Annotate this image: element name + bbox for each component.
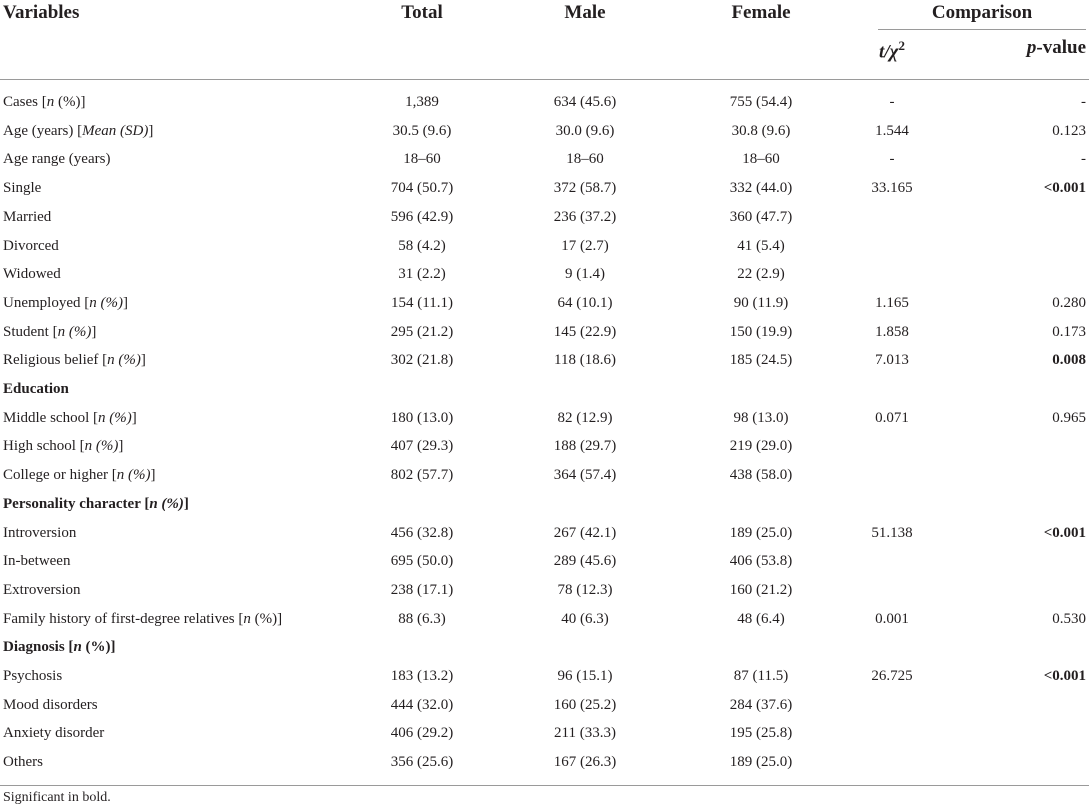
pvalue-cell: <0.001: [1043, 524, 1086, 541]
stat-cell: 0.001: [875, 610, 909, 627]
header-female: Female: [731, 2, 791, 23]
pvalue-cell: 0.173: [1052, 323, 1086, 340]
header-variables: Variables: [3, 2, 80, 23]
row-label-italic: n (%): [89, 294, 123, 311]
female-cell: 150 (19.9): [729, 323, 793, 340]
row-label-text: Others: [3, 754, 43, 771]
table-row: [0, 149, 1089, 178]
row-label-text: Middle school [: [3, 409, 98, 426]
table-row: [0, 465, 1089, 494]
stat-cell: 0.071: [875, 409, 909, 426]
row-label-text: Married: [3, 208, 52, 225]
row-label: [3, 236, 59, 256]
total-cell: 88 (6.3): [398, 610, 446, 627]
row-label-text: Single: [3, 180, 42, 197]
total-cell: 18–60: [403, 151, 441, 168]
stat-cell: -: [889, 151, 895, 168]
female-cell: 219 (29.0): [729, 438, 793, 455]
stat-cell: 51.138: [871, 524, 913, 541]
female-cell: 755 (54.4): [729, 94, 793, 110]
bottom-rule: [0, 785, 1089, 786]
female-cell: 189 (25.0): [729, 524, 793, 541]
total-cell: 596 (42.9): [390, 208, 454, 225]
row-label-end: ]: [91, 323, 97, 340]
header-stat-superscript: 2: [898, 38, 905, 53]
female-cell: 360 (47.7): [729, 208, 793, 225]
stat-cell: 26.725: [871, 668, 913, 684]
female-cell: 438 (58.0): [729, 467, 793, 484]
footnote: Significant in bold.: [3, 790, 111, 805]
table-row: [0, 609, 1089, 638]
row-label-italic: n (%): [98, 409, 132, 426]
female-cell: 98 (13.0): [733, 409, 789, 426]
row-label-text: Introversion: [3, 524, 77, 541]
female-cell: 48 (6.4): [737, 610, 785, 627]
female-cell: 22 (2.9): [737, 266, 785, 283]
male-cell: 372 (58.7): [553, 180, 617, 197]
table-row: [0, 264, 1089, 293]
row-label-text: Age (years) [: [3, 122, 83, 139]
header-pvalue-p: p: [1026, 37, 1037, 58]
row-label-italic: n (%): [107, 352, 141, 369]
header-stat: [846, 34, 938, 64]
total-cell: 180 (13.0): [390, 409, 454, 426]
female-cell: 41 (5.4): [737, 237, 785, 254]
header-stat-symbol: t/χ: [879, 41, 899, 63]
total-cell: 356 (25.6): [390, 754, 454, 771]
total-cell: 695 (50.0): [390, 553, 454, 570]
total-cell: 302 (21.8): [390, 352, 454, 369]
stat-cell: -: [889, 94, 895, 110]
pvalue-cell: 0.008: [1052, 352, 1086, 369]
row-label-end: ]: [140, 352, 146, 369]
table-row: [0, 551, 1089, 580]
male-cell: 634 (45.6): [553, 94, 617, 110]
female-cell: 284 (37.6): [729, 696, 793, 713]
table-row: [0, 322, 1089, 351]
row-label: [3, 637, 116, 657]
table-row: [0, 121, 1089, 150]
row-label: [3, 379, 69, 399]
table-row: [0, 379, 1089, 408]
table-row: [0, 523, 1089, 552]
stat-cell: 1.544: [875, 122, 909, 139]
total-cell: 31 (2.2): [398, 266, 446, 283]
male-cell: 236 (37.2): [553, 208, 617, 225]
row-label: [3, 494, 189, 514]
row-label: [3, 436, 123, 456]
male-cell: 78 (12.3): [557, 581, 613, 598]
row-label-text: Unemployed [: [3, 294, 90, 311]
row-label: [3, 465, 155, 485]
pvalue-cell: <0.001: [1043, 180, 1086, 197]
female-cell: 189 (25.0): [729, 754, 793, 771]
row-label: [3, 695, 98, 715]
total-cell: 295 (21.2): [390, 323, 454, 340]
row-label-text: Cases [: [3, 94, 47, 110]
row-label: [3, 322, 96, 342]
row-label-text: Divorced: [3, 237, 59, 254]
row-label: [3, 752, 43, 772]
male-cell: 30.0 (9.6): [555, 122, 615, 139]
row-label-end: ]: [150, 467, 156, 484]
table-row: [0, 580, 1089, 609]
female-cell: 87 (11.5): [733, 668, 789, 684]
row-label-end: ]: [183, 495, 189, 512]
male-cell: 82 (12.9): [557, 409, 613, 426]
male-cell: 167 (26.3): [553, 754, 617, 771]
stat-cell: 1.165: [875, 294, 909, 311]
row-label-end: (%)]: [81, 639, 116, 656]
male-cell: 9 (1.4): [565, 266, 605, 283]
row-label: [3, 666, 62, 686]
row-label-text: Student [: [3, 323, 58, 340]
row-label-text: College or higher [: [3, 467, 117, 484]
table-row: [0, 695, 1089, 724]
row-label-end: ]: [122, 294, 128, 311]
row-label-text: Education: [3, 381, 69, 397]
table-row: [0, 408, 1089, 437]
table-row: [0, 723, 1089, 752]
stat-cell: 1.858: [875, 323, 909, 340]
total-cell: 407 (29.3): [390, 438, 454, 455]
header-total: Total: [401, 2, 443, 23]
total-cell: 30.5 (9.6): [392, 122, 452, 139]
male-cell: 145 (22.9): [553, 323, 617, 340]
row-label: [3, 92, 85, 112]
female-cell: 18–60: [742, 151, 780, 168]
row-label-text: Diagnosis [: [3, 639, 74, 656]
table-row: [0, 92, 1089, 121]
row-label-end: (%)]: [250, 610, 283, 627]
row-label-end: ]: [118, 438, 124, 455]
row-label-text: Age range (years): [3, 151, 111, 168]
row-label: [3, 580, 80, 600]
female-cell: 160 (21.2): [729, 581, 793, 598]
row-label: [3, 121, 153, 141]
pvalue-cell: 0.530: [1052, 610, 1086, 627]
row-label-italic: n (%): [84, 438, 119, 455]
pvalue-cell: 0.280: [1052, 294, 1086, 311]
male-cell: 211 (33.3): [554, 725, 616, 742]
table-row: [0, 207, 1089, 236]
male-cell: 364 (57.4): [553, 467, 617, 484]
table-row: [0, 178, 1089, 207]
total-cell: 238 (17.1): [390, 581, 454, 598]
female-cell: 406 (53.8): [729, 553, 793, 570]
row-label-italic: n (%): [149, 495, 184, 512]
pvalue-cell: -: [1081, 94, 1086, 110]
male-cell: 64 (10.1): [557, 294, 613, 311]
header-pvalue-rest: -value: [1036, 37, 1086, 58]
row-label-text: Mood disorders: [3, 696, 98, 713]
total-cell: 58 (4.2): [398, 237, 446, 254]
row-label-end: ]: [148, 122, 154, 139]
table-row: [0, 436, 1089, 465]
row-label-italic: Mean (SD): [82, 122, 149, 139]
total-cell: 456 (32.8): [390, 524, 454, 541]
table-row: [0, 236, 1089, 265]
row-label-text: Extroversion: [3, 581, 81, 598]
male-cell: 40 (6.3): [561, 610, 609, 627]
row-label: [3, 293, 128, 313]
header-male: Male: [564, 2, 606, 23]
table-row: [0, 637, 1089, 666]
total-cell: 183 (13.2): [390, 668, 454, 684]
male-cell: 289 (45.6): [553, 553, 617, 570]
row-label: [3, 178, 41, 198]
table-row: [0, 350, 1089, 379]
table-row: [0, 494, 1089, 523]
row-label-text: Widowed: [3, 266, 61, 283]
table-row: [0, 666, 1089, 695]
female-cell: 30.8 (9.6): [731, 122, 791, 139]
female-cell: 185 (24.5): [729, 352, 793, 369]
row-label-text: Family history of first-degree relatives [: [3, 610, 244, 627]
female-cell: 332 (44.0): [729, 180, 793, 197]
row-label-italic: n (%): [116, 467, 151, 484]
row-label-italic: n: [46, 94, 55, 110]
table-row: [0, 752, 1089, 781]
total-cell: 1,389: [405, 94, 439, 110]
row-label-italic: n: [73, 639, 82, 656]
total-cell: 154 (11.1): [391, 294, 453, 311]
female-cell: 90 (11.9): [733, 294, 789, 311]
row-label-end: ]: [131, 409, 137, 426]
male-cell: 18–60: [566, 151, 604, 168]
row-label-italic: n: [243, 610, 251, 627]
row-label-text: In-between: [3, 553, 71, 570]
total-cell: 406 (29.2): [390, 725, 454, 742]
pvalue-cell: <0.001: [1043, 668, 1086, 684]
header-rule: [0, 79, 1089, 80]
row-label: [3, 523, 76, 543]
comparison-underline: [878, 29, 1086, 30]
pvalue-cell: 0.123: [1052, 122, 1086, 139]
male-cell: 188 (29.7): [553, 438, 617, 455]
total-cell: 704 (50.7): [390, 180, 454, 197]
male-cell: 267 (42.1): [553, 524, 617, 541]
male-cell: 96 (15.1): [557, 668, 613, 684]
male-cell: 17 (2.7): [561, 237, 609, 254]
row-label: [3, 551, 70, 571]
male-cell: 118 (18.6): [554, 352, 616, 369]
row-label-text: Personality character [: [3, 495, 150, 512]
table-row: [0, 293, 1089, 322]
row-label-end: (%)]: [54, 94, 86, 110]
row-label-text: Anxiety disorder: [3, 725, 105, 742]
total-cell: 802 (57.7): [390, 467, 454, 484]
pvalue-cell: -: [1081, 151, 1086, 168]
row-label: [3, 149, 110, 169]
row-label-italic: n (%): [57, 323, 92, 340]
male-cell: 160 (25.2): [553, 696, 617, 713]
stat-cell: 33.165: [871, 180, 913, 197]
row-label: [3, 723, 104, 743]
table-header: [0, 0, 1089, 80]
row-label: [3, 408, 137, 428]
total-cell: 444 (32.0): [390, 696, 454, 713]
pvalue-cell: 0.965: [1052, 409, 1086, 426]
female-cell: 195 (25.8): [729, 725, 793, 742]
row-label-text: Psychosis: [3, 668, 63, 684]
stat-cell: 7.013: [875, 352, 909, 369]
row-label: [3, 207, 51, 227]
row-label-text: High school [: [3, 438, 85, 455]
header-pvalue: [990, 36, 1086, 60]
row-label: [3, 609, 282, 629]
row-label: [3, 264, 61, 284]
row-label-text: Religious belief [: [3, 352, 108, 369]
row-label: [3, 350, 146, 370]
header-comparison: Comparison: [931, 2, 1033, 23]
